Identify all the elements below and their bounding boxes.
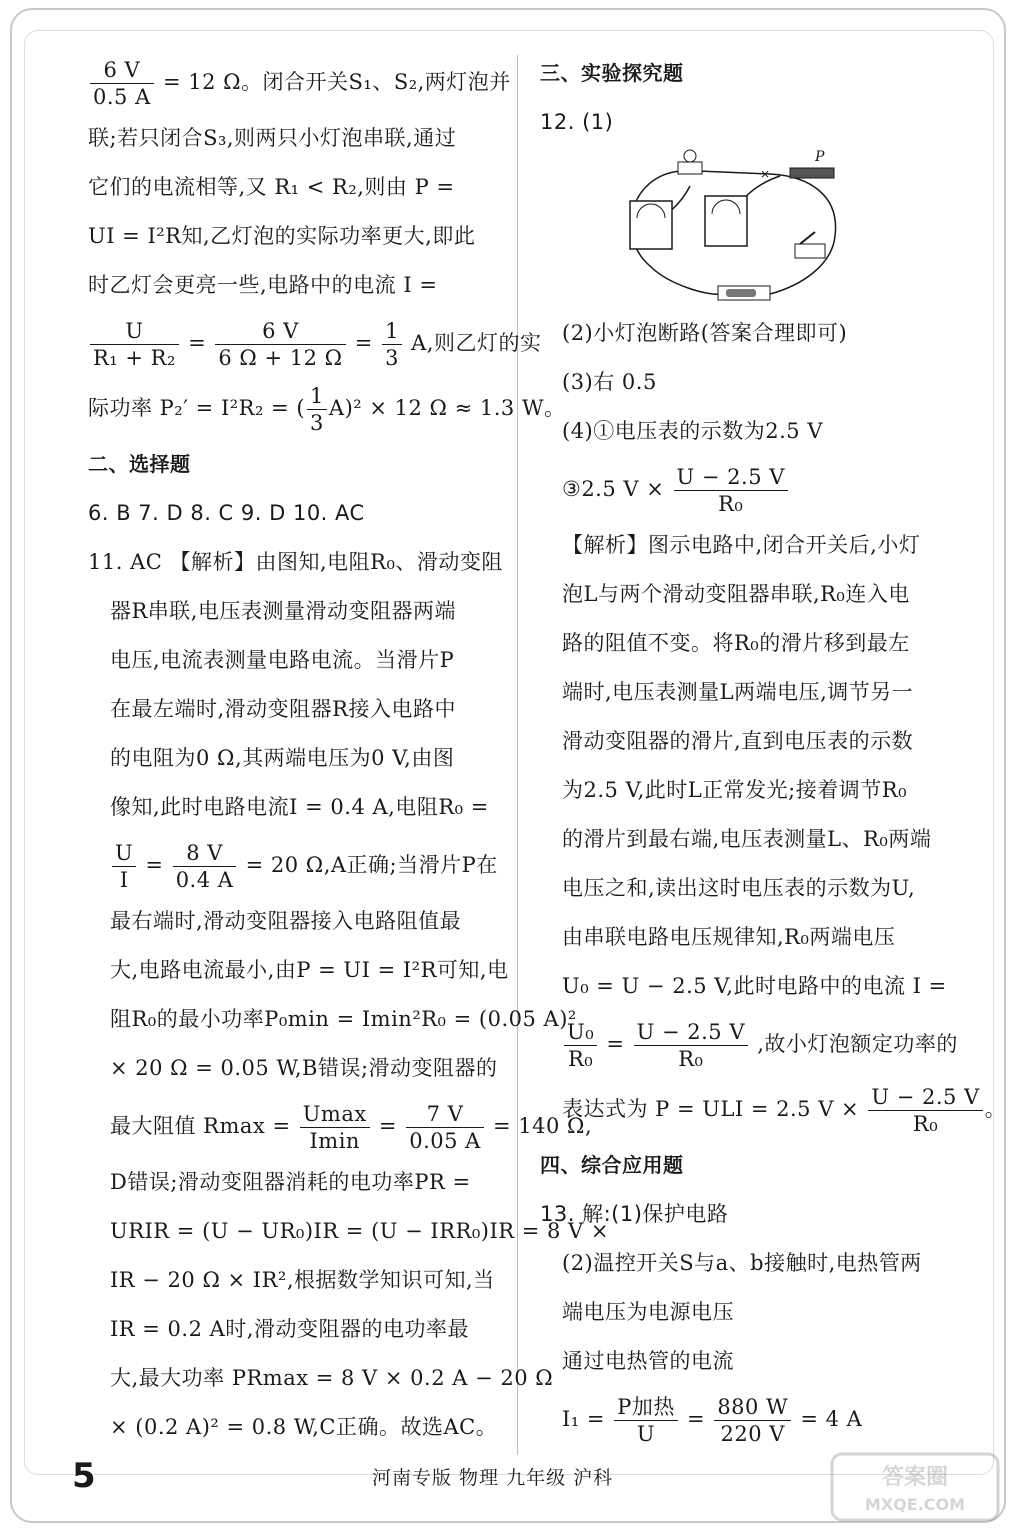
analysis-line: 【解析】图示电路中,闭合开关后,小灯 <box>562 533 921 557</box>
right-column <box>540 58 1007 1460</box>
fraction: $\frac{U - 2.5 V}{\text{R₀}}$ <box>674 465 788 516</box>
answer-line: (2)小灯泡断路(答案合理即可) <box>562 321 848 345</box>
solution-line: 时乙灯会更亮一些,电路中的电流 I = <box>88 273 438 297</box>
slider-label: P <box>815 149 825 165</box>
fraction: $\frac{U - 2.5 V}{\text{R₀}}$ <box>868 1085 982 1136</box>
question-label: 12. (1) <box>540 110 614 134</box>
analysis-line: 泡L与两个滑动变阻器串联,R₀连入电 <box>562 582 910 606</box>
solution-line: × (0.2 A)² = 0.8 W,C正确。故选AC。 <box>110 1415 498 1439</box>
solution-line: 的电阻为0 Ω,其两端电压为0 V,由图 <box>110 746 455 770</box>
fraction: $\frac{6 V}{0.5 A}$ <box>90 58 154 109</box>
solution-line: 阻R₀的最小功率P₀min = Imin²R₀ = (0.05 A)² <box>110 1007 577 1031</box>
fraction: $\frac{\text{U₀}}{\text{R₀}}$ <box>564 1020 597 1071</box>
fraction: $\frac{8 V}{0.4 A}$ <box>173 841 237 892</box>
analysis-line: 路的阻值不变。将R₀的滑片移到最左 <box>562 631 910 655</box>
page-number: 5 <box>72 1456 96 1496</box>
solution-line: IR − 20 Ω × IR²,根据数学知识可知,当 <box>110 1268 495 1292</box>
analysis-line: 为2.5 V,此时L正常发光;接着调节R₀ <box>562 778 907 802</box>
solution-line: $\frac{6 V}{0.5 A}$ = 12 Ω。闭合开关S₁、S₂,两灯泡并 <box>88 58 500 109</box>
fraction: $\frac{\text{P加热}}{U}$ <box>614 1395 678 1446</box>
solution-line: 像知,此时电路电流I = 0.4 A,电阻R₀ = <box>110 795 489 819</box>
fraction: $\frac{880 W}{220 V}$ <box>714 1395 791 1446</box>
analysis-line: 端时,电压表测量L两端电压,调节另一 <box>562 680 914 704</box>
page-footer <box>72 1456 952 1496</box>
answer-line: (3)右 0.5 <box>562 370 657 394</box>
footer-text: 河南专版 物理 九年级 沪科 <box>372 1467 614 1489</box>
answer-line: 通过电热管的电流 <box>562 1349 734 1373</box>
fraction: $\frac{1}{3}$ <box>307 384 327 435</box>
solution-line: 联;若只闭合S₃,则两只小灯泡串联,通过 <box>88 126 457 150</box>
fraction: $\frac{U}{I}$ <box>112 841 136 892</box>
analysis-line: 由串联电路电压规律知,R₀两端电压 <box>562 925 896 949</box>
solution-line: 大,电路电流最小,由P = UI = I²R可知,电 <box>110 958 509 982</box>
circuit-diagram <box>610 146 850 306</box>
analysis-line: 的滑片到最右端,电压表测量L、R₀两端 <box>562 827 932 851</box>
solution-line: 最右端时,滑动变阻器接入电路阻值最 <box>110 909 462 933</box>
answer-line: ③2.5 V × $\frac{U - 2.5 V}{\text{R₀}}$ <box>540 465 980 516</box>
answer-line: I₁ = $\frac{\text{P加热}}{U}$ = $\frac{880 W}{220 V}$ = 4 A <box>562 1395 863 1446</box>
solution-line: 它们的电流相等,又 R₁ < R₂,则由 P = <box>88 175 455 199</box>
fraction: $\frac{1}{3}$ <box>382 319 402 370</box>
watermark-logo <box>830 1452 1000 1522</box>
section-heading: 三、实验探究题 <box>540 61 684 85</box>
solution-line: × 20 Ω = 0.05 W,B错误;滑动变阻器的 <box>110 1056 498 1080</box>
solution-line: 际功率 P₂′ = I²R₂ = ( $\frac{1}{3}$ A)² × 12 Ω ≈ 1.3 W。 <box>88 384 566 435</box>
answer-line: (4)①电压表的示数为2.5 V <box>562 419 823 443</box>
analysis-line: $\frac{\text{U₀}}{\text{R₀}}$ = $\frac{U - 2.5 V}{\text{R₀}}$ ,故小灯泡额定功率的 <box>540 1020 980 1071</box>
fraction: $\frac{U - 2.5 V}{\text{R₀}}$ <box>634 1020 748 1071</box>
solution-line: 大,最大功率 PRmax = 8 V × 0.2 A − 20 Ω <box>110 1366 554 1390</box>
section-heading: 四、综合应用题 <box>540 1153 684 1177</box>
fraction: $\frac{6 V}{6 \Omega + 12 \Omega}$ <box>215 319 345 370</box>
voltmeter-icon <box>705 196 747 246</box>
switch-icon <box>795 244 825 258</box>
solution-line: 器R串联,电压表测量滑动变阻器两端 <box>110 599 456 623</box>
svg-text:答案圈: 答案圈 <box>881 1465 949 1490</box>
solution-line: URIR = (U − UR₀)IR = (U − IRR₀)IR = 8 V × <box>110 1219 609 1243</box>
fraction: $\frac{7 V}{0.05 A}$ <box>406 1102 484 1153</box>
solution-line: $\frac{U}{I}$ = $\frac{8 V}{0.4 A}$ = 20 Ω,A正确;当滑片P在 <box>88 841 500 892</box>
solution-line: D错误;滑动变阻器消耗的电功率PR = <box>110 1170 471 1194</box>
answer-line: (2)温控开关S与a、b接触时,电热管两 <box>562 1251 922 1275</box>
solution-line: IR = 0.2 A时,滑动变阻器的电功率最 <box>110 1317 469 1341</box>
fraction: $\frac{U}{\text{R₁ + R₂}}$ <box>90 319 179 370</box>
analysis-line: 表达式为 P = ULI = 2.5 V × $\frac{U - 2.5 V}{\text{R₀}}$ 。 <box>562 1085 1007 1136</box>
solution-line: 在最左端时,滑动变阻器R接入电路中 <box>110 697 456 721</box>
solution-line: 最大阻值 Rmax = $\frac{Umax}{Imin}$ = $\frac{7 V}{0.05 A}$ = 140 Ω, <box>110 1102 593 1153</box>
answer-list: 6. B 7. D 8. C 9. D 10. AC <box>88 501 365 525</box>
solution-line: $\frac{U}{\text{R₁ + R₂}}$ = $\frac{6 V}{6 \Omega + 12 \Omega}$ = $\frac{1}{3}$ A,则乙灯的实 <box>88 319 500 370</box>
analysis-line: U₀ = U − 2.5 V,此时电路中的电流 I = <box>562 974 947 998</box>
ammeter-icon <box>630 201 672 249</box>
analysis-line: 滑动变阻器的滑片,直到电压表的示数 <box>562 729 914 753</box>
analysis-line: 电压之和,读出这时电压表的示数为U, <box>562 876 916 900</box>
solution-line: 11. AC 【解析】由图知,电阻R₀、滑动变阻 <box>88 550 503 574</box>
answer-line: 端电压为电源电压 <box>562 1300 734 1324</box>
solution-line: 电压,电流表测量电路电流。当滑片P <box>110 648 455 672</box>
svg-text:MXQE.COM: MXQE.COM <box>864 1495 966 1514</box>
question-label: 13. 解:(1)保护电路 <box>540 1202 729 1226</box>
fraction: $\frac{Umax}{Imin}$ <box>300 1102 370 1153</box>
section-heading: 二、选择题 <box>88 452 191 476</box>
svg-text:×: × <box>760 167 771 181</box>
solution-line: UI = I²R知,乙灯泡的实际功率更大,即此 <box>88 224 476 248</box>
